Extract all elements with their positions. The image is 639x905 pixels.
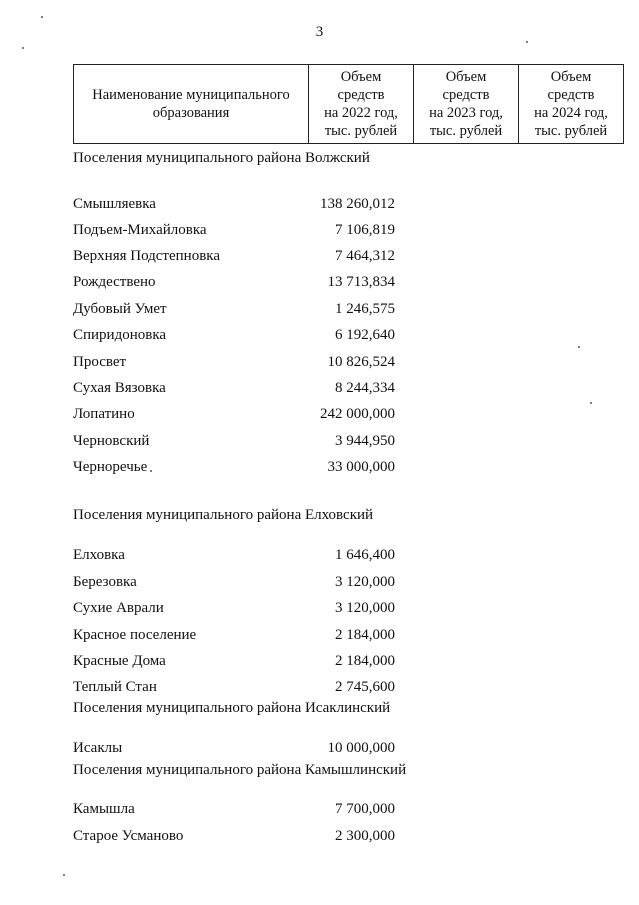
scan-speck — [41, 16, 43, 18]
scan-speck — [578, 346, 580, 348]
row-value: 7 700,000 — [335, 801, 395, 817]
row-name: Просвет — [73, 354, 127, 370]
scan-speck — [22, 47, 24, 49]
row-value: 138 260,012 — [320, 196, 395, 212]
header-col-2022: Объем средств на 2022 год, тыс. рублей — [309, 65, 414, 144]
row-value: 7 106,819 — [335, 222, 395, 238]
table-row — [73, 433, 403, 453]
table-row — [73, 222, 403, 242]
header-col-name: Наименование муниципального образования — [74, 65, 309, 144]
table-row — [73, 740, 403, 760]
row-name: Теплый Стан — [73, 679, 157, 695]
table-row — [73, 301, 403, 321]
row-value: 2 184,000 — [335, 627, 395, 643]
header-table — [73, 64, 624, 144]
row-name: Дубовый Умет — [73, 301, 167, 317]
table-row — [73, 547, 403, 567]
table-row — [73, 406, 403, 426]
row-value: 7 464,312 — [335, 248, 395, 264]
row-name: Спиридоновка — [73, 327, 167, 343]
table-row — [73, 653, 403, 673]
page-number: 3 — [315, 24, 324, 40]
table-row — [73, 354, 403, 374]
table-row — [73, 679, 403, 699]
row-name: Рождествено — [73, 274, 156, 290]
table-row — [73, 801, 403, 821]
row-value: 13 713,834 — [327, 274, 395, 290]
table-row — [73, 380, 403, 400]
row-value: 3 944,950 — [335, 433, 395, 449]
table-row — [73, 627, 403, 647]
row-name: Красные Дома — [73, 653, 166, 669]
row-value: 6 192,640 — [335, 327, 395, 343]
row-value: 3 120,000 — [335, 574, 395, 590]
row-name: Верхняя Подстепновка — [73, 248, 220, 264]
row-name: Исаклы — [73, 740, 123, 756]
row-name: Сухая Вязовка — [73, 380, 166, 396]
row-value: 1 246,575 — [335, 301, 395, 317]
row-name: Черновский — [73, 433, 150, 449]
table-row — [73, 274, 403, 294]
section-title-volzhsky: Поселения муниципального района Волжский — [73, 150, 370, 166]
row-value: 33 000,000 — [327, 459, 395, 475]
row-value: 2 745,600 — [335, 679, 395, 695]
row-value: 2 300,000 — [335, 828, 395, 844]
section-title-isaklinsky: Поселения муниципального района Исаклинский — [73, 700, 391, 716]
row-value: 3 120,000 — [335, 600, 395, 616]
header-row — [74, 65, 624, 144]
row-name: Сухие Аврали — [73, 600, 164, 616]
table-row — [73, 600, 403, 620]
section-title-elkhovsky: Поселения муниципального района Елховский — [73, 507, 374, 523]
scan-speck — [63, 874, 65, 876]
row-value: 10 000,000 — [327, 740, 395, 756]
table-row — [73, 828, 403, 848]
row-name: Смышляевка — [73, 196, 156, 212]
header-col-2024: Объем средств на 2024 год, тыс. рублей — [519, 65, 624, 144]
row-name: Елховка — [73, 547, 125, 563]
header-col-2023: Объем средств на 2023 год, тыс. рублей — [414, 65, 519, 144]
row-value: 2 184,000 — [335, 653, 395, 669]
row-name: Подъем-Михайловка — [73, 222, 207, 238]
row-name: Лопатино — [73, 406, 135, 422]
row-value: 8 244,334 — [335, 380, 395, 396]
row-name: Березовка — [73, 574, 137, 590]
table-row — [73, 196, 403, 216]
scan-speck — [150, 470, 152, 472]
row-value: 1 646,400 — [335, 547, 395, 563]
row-value: 10 826,524 — [327, 354, 395, 370]
table-row — [73, 459, 403, 479]
row-name: Черноречье — [73, 459, 148, 475]
row-name: Красное поселение — [73, 627, 197, 643]
scan-speck — [526, 41, 528, 43]
table-row — [73, 327, 403, 347]
row-value: 242 000,000 — [320, 406, 395, 422]
row-name: Старое Усманово — [73, 828, 184, 844]
table-row — [73, 574, 403, 594]
section-title-kamyshlinsky: Поселения муниципального района Камышлинский — [73, 762, 407, 778]
row-name: Камышла — [73, 801, 135, 817]
table-row — [73, 248, 403, 268]
scan-speck — [590, 402, 592, 404]
